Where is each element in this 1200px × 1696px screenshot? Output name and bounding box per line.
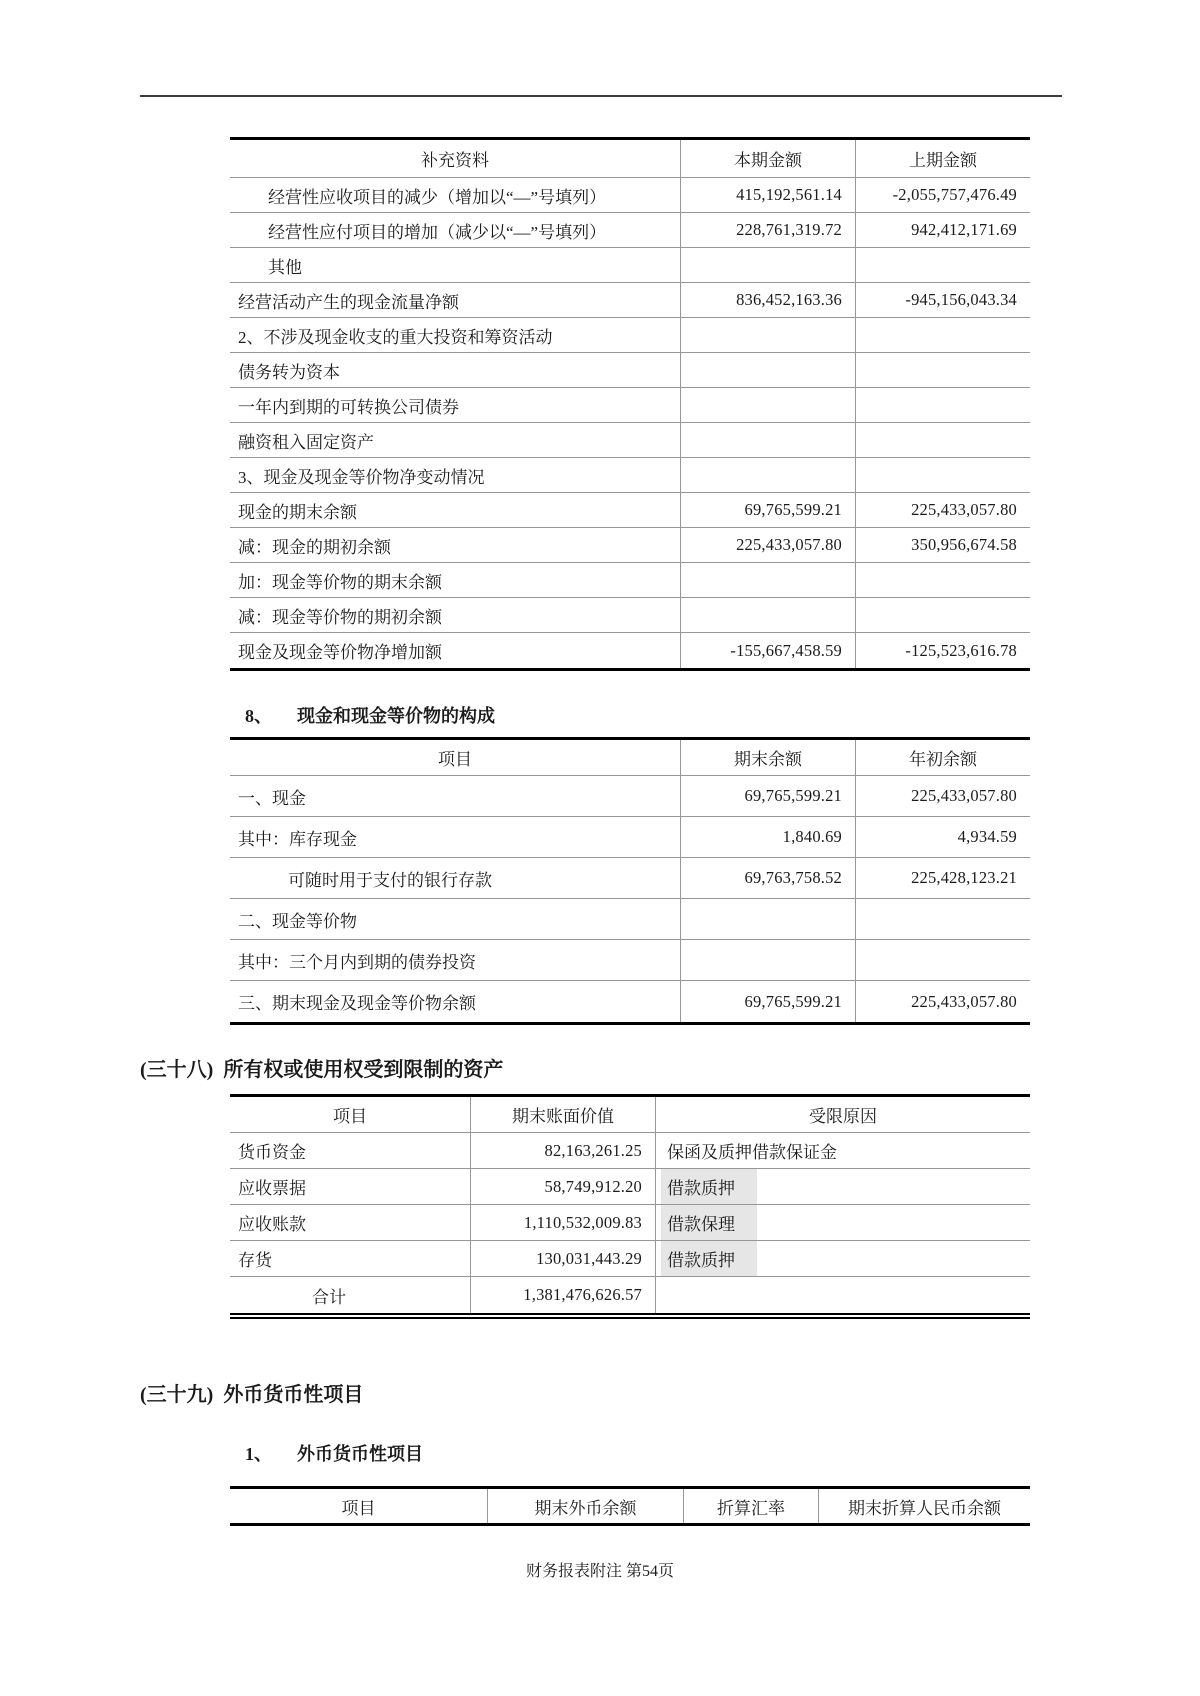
total-value: 1,381,476,626.57 <box>470 1277 655 1313</box>
row-label: 三、期末现金及现金等价物余额 <box>238 994 476 1013</box>
row-label: 债务转为资本 <box>238 362 340 382</box>
table-row <box>230 178 1030 213</box>
ending-balance <box>680 940 855 980</box>
section38-title: 所有权或使用权受到限制的资产 <box>223 1059 504 1081</box>
row-label: 可随时用于支付的银行存款 <box>288 870 492 890</box>
column-header: 期末外币余额 <box>487 1489 683 1523</box>
current-amount <box>680 598 855 632</box>
table-row <box>230 1277 1030 1313</box>
table-row <box>230 1133 1030 1169</box>
table-row <box>230 563 1030 598</box>
column-header: 期末折算人民币余额 <box>818 1489 1030 1523</box>
highlighted-reason-text: 借款质押 <box>661 1241 757 1276</box>
beginning-balance: 225,433,057.80 <box>855 981 1030 1022</box>
row-label: 一、现金 <box>238 788 306 808</box>
table-row <box>230 899 1030 940</box>
current-amount <box>680 353 855 387</box>
table-row <box>230 318 1030 353</box>
table-row <box>230 493 1030 528</box>
book-value: 82,163,261.25 <box>470 1133 655 1168</box>
table-row <box>230 388 1030 423</box>
ending-balance: 69,765,599.21 <box>680 981 855 1022</box>
current-amount: -155,667,458.59 <box>680 633 855 668</box>
restriction-reason <box>655 1169 1030 1204</box>
table-row <box>230 283 1030 318</box>
column-header: 年初余额 <box>855 740 1030 775</box>
item-name: 货币资金 <box>238 1143 306 1162</box>
foreign-currency-table <box>230 1486 1030 1526</box>
column-header: 项目 <box>333 1107 367 1126</box>
section8-number: 8、 <box>245 706 272 726</box>
row-label: 一年内到期的可转换公司债券 <box>238 397 459 417</box>
current-amount: 415,192,561.14 <box>680 178 855 212</box>
table-row <box>230 248 1030 283</box>
total-label: 合计 <box>312 1287 346 1307</box>
row-label: 3、现金及现金等价物净变动情况 <box>238 467 485 487</box>
row-label: 2、不涉及现金收支的重大投资和筹资活动 <box>238 327 553 347</box>
header-row <box>230 140 1030 178</box>
section38-number: (三十八) <box>140 1059 214 1081</box>
row-label: 其他 <box>268 257 302 277</box>
row-label: 其中：库存现金 <box>238 829 357 849</box>
current-amount <box>680 318 855 352</box>
section39-heading <box>140 1378 363 1407</box>
restricted-assets-table <box>230 1094 1030 1319</box>
prior-amount <box>855 458 1030 492</box>
book-value: 58,749,912.20 <box>470 1169 655 1204</box>
book-value: 1,110,532,009.83 <box>470 1205 655 1240</box>
current-amount <box>680 458 855 492</box>
table-row <box>230 1205 1030 1241</box>
current-amount <box>680 388 855 422</box>
column-header: 期末账面价值 <box>470 1097 655 1132</box>
ending-balance: 1,840.69 <box>680 817 855 857</box>
ending-balance <box>680 899 855 939</box>
prior-amount <box>855 598 1030 632</box>
restriction-reason <box>655 1277 1030 1313</box>
header-row <box>230 1489 1030 1523</box>
table-row <box>230 776 1030 817</box>
row-label: 现金的期末余额 <box>238 502 357 522</box>
supplement-table <box>230 137 1030 671</box>
table-row <box>230 858 1030 899</box>
row-label: 经营性应付项目的增加（减少以“—”号填列） <box>268 222 607 242</box>
prior-amount <box>855 423 1030 457</box>
beginning-balance: 225,428,123.21 <box>855 858 1030 898</box>
prior-amount: 350,956,674.58 <box>855 528 1030 562</box>
column-header: 项目 <box>341 1498 376 1518</box>
restriction-reason-text: 保函及质押借款保证金 <box>667 1143 837 1162</box>
beginning-balance <box>855 899 1030 939</box>
column-header: 期末余额 <box>680 740 855 775</box>
restriction-reason <box>655 1241 1030 1276</box>
table-row <box>230 423 1030 458</box>
current-amount <box>680 248 855 282</box>
column-header: 补充资料 <box>421 151 489 170</box>
row-label: 经营活动产生的现金流量净额 <box>238 292 459 312</box>
section39-sub-title: 外币货币性项目 <box>297 1444 423 1464</box>
column-header: 折算汇率 <box>683 1489 818 1523</box>
prior-amount <box>855 563 1030 597</box>
table-row <box>230 458 1030 493</box>
ending-balance: 69,765,599.21 <box>680 776 855 816</box>
row-label: 经营性应收项目的减少（增加以“—”号填列） <box>268 187 607 207</box>
beginning-balance <box>855 940 1030 980</box>
current-amount: 69,765,599.21 <box>680 493 855 527</box>
section8-heading <box>245 702 495 728</box>
item-name: 应收账款 <box>238 1215 306 1234</box>
section8-title: 现金和现金等价物的构成 <box>297 706 495 726</box>
table-row <box>230 598 1030 633</box>
prior-amount: 225,433,057.80 <box>855 493 1030 527</box>
table-row <box>230 213 1030 248</box>
prior-amount <box>855 388 1030 422</box>
beginning-balance: 4,934.59 <box>855 817 1030 857</box>
section39-number: (三十九) <box>140 1384 214 1406</box>
current-amount: 225,433,057.80 <box>680 528 855 562</box>
row-label: 其中：三个月内到期的债券投资 <box>238 952 476 972</box>
row-label: 二、现金等价物 <box>238 911 357 931</box>
current-amount <box>680 563 855 597</box>
column-header: 本期金额 <box>680 140 855 177</box>
restriction-reason <box>655 1133 1030 1168</box>
item-name: 存货 <box>238 1251 272 1270</box>
header-row <box>230 740 1030 776</box>
highlighted-reason-text: 借款质押 <box>661 1169 757 1204</box>
prior-amount: -2,055,757,476.49 <box>855 178 1030 212</box>
row-label: 减：现金的期初余额 <box>238 537 391 557</box>
prior-amount: -125,523,616.78 <box>855 633 1030 668</box>
table-row <box>230 981 1030 1022</box>
restriction-reason <box>655 1205 1030 1240</box>
table-row <box>230 633 1030 668</box>
item-name: 应收票据 <box>238 1179 306 1198</box>
prior-amount: 942,412,171.69 <box>855 213 1030 247</box>
table-row <box>230 817 1030 858</box>
section39-title: 外币货币性项目 <box>223 1384 364 1406</box>
section39-sub-number: 1、 <box>245 1444 272 1464</box>
section38-heading <box>140 1053 503 1082</box>
row-label: 加：现金等价物的期末余额 <box>238 572 442 592</box>
beginning-balance: 225,433,057.80 <box>855 776 1030 816</box>
table-row <box>230 940 1030 981</box>
cash-composition-table <box>230 737 1030 1025</box>
prior-amount: -945,156,043.34 <box>855 283 1030 317</box>
prior-amount <box>855 318 1030 352</box>
current-amount: 228,761,319.72 <box>680 213 855 247</box>
row-label: 减：现金等价物的期初余额 <box>238 607 442 627</box>
current-amount <box>680 423 855 457</box>
ending-balance: 69,763,758.52 <box>680 858 855 898</box>
table-row <box>230 528 1030 563</box>
table-row <box>230 353 1030 388</box>
row-label: 融资租入固定资产 <box>238 432 374 452</box>
book-value: 130,031,443.29 <box>470 1241 655 1276</box>
column-header: 项目 <box>438 750 472 769</box>
header-row <box>230 1097 1030 1133</box>
page-header-rule <box>140 95 1062 97</box>
table-row <box>230 1169 1030 1205</box>
prior-amount <box>855 248 1030 282</box>
section39-subheading <box>245 1440 423 1466</box>
table-row <box>230 1241 1030 1277</box>
page-footer: 财务报表附注 第54页 <box>525 1563 674 1580</box>
prior-amount <box>855 353 1030 387</box>
highlighted-reason-text: 借款保理 <box>661 1205 757 1240</box>
column-header: 受限原因 <box>655 1097 1030 1132</box>
column-header: 上期金额 <box>855 140 1030 177</box>
current-amount: 836,452,163.36 <box>680 283 855 317</box>
row-label: 现金及现金等价物净增加额 <box>238 643 442 662</box>
